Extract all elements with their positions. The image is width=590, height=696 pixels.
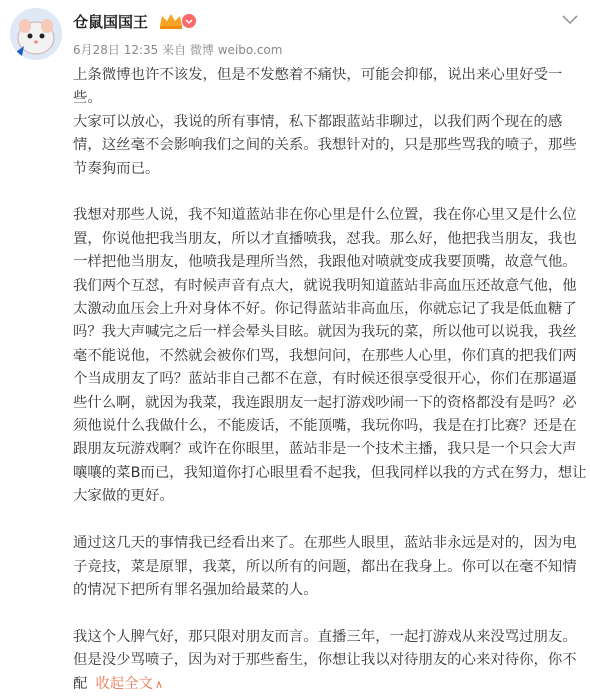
- post-paragraph-4: [73, 626, 577, 696]
- post-line: 些。: [73, 90, 102, 107]
- hamster-avatar-image: [10, 8, 62, 60]
- post-line: 上条微博也许不该发，但是不发憋着不痛快，可能会抑郁，说出来心里好受一: [73, 67, 563, 83]
- post-line: 吗？我大声喊完之后一样会晕头目眩。就因为我玩的菜，所以他可以说我，我丝: [73, 324, 577, 341]
- post-line-text: 配: [73, 675, 88, 692]
- post-body: [73, 64, 587, 696]
- post-line: 毫不能说他，不然就会被你们骂，我想问问，在那些人心里，你们真的把我们两: [73, 347, 577, 364]
- post-line: 个当成朋友了吗？蓝站非自己都不在意，有时候还很享受很开心，你们在那逼逼: [73, 371, 577, 388]
- post-line: 的情况下把所有罪名强加给最菜的人。: [73, 581, 318, 598]
- post-line: 我想对那些人说，我不知道蓝站非在你心里是什么位置，我在你心里又是什么位: [73, 207, 577, 224]
- post-line: 大家做的更好。: [73, 488, 174, 505]
- post-line: 大家可以放心，我说的所有事情，私下都跟蓝站非聊过，以我们两个现在的感: [73, 113, 563, 130]
- author-name[interactable]: 仓鼠国国王: [73, 12, 149, 31]
- post-paragraph-2: [73, 204, 587, 508]
- post-line: 置，你说他把我当朋友，所以才直播喷我，怼我。那么好，他把我当朋友，我也: [73, 230, 577, 247]
- post-line: 些什么啊，就因为我菜，我连跟朋友一起打游戏吵闹一下的资格都没有是吗？必: [73, 394, 577, 411]
- post-line: 一样把他当朋友，他喷我是理所当然，我跟他对喷就变成我要顶嘴，故意气他。: [73, 254, 577, 271]
- vip-crown-icon[interactable]: [158, 12, 198, 30]
- post-line: 跟朋友玩游戏啊？或许在你眼里，蓝站非是一个技术主播，我只是一个只会大声: [73, 441, 577, 458]
- post-line: 但是没少骂喷子，因为对于那些畜生，你想让我以对待朋友的心来对待你，你不: [73, 652, 577, 669]
- post-meta: 6月28日 12:35 来自 微博 weibo.com: [73, 43, 283, 57]
- post-last-line: [73, 673, 573, 696]
- post-line: 太激动血压会上升对身体不好。你记得蓝站非高血压，你就忘记了我是低血糖了: [73, 301, 577, 318]
- chevron-down-icon[interactable]: [560, 12, 580, 28]
- collapse-label[interactable]: 收起全文: [95, 675, 153, 692]
- post-line: 须他说什么我做什么，不能废话，不能顶嘴，我玩你吗，我是在打比赛？还是在: [73, 418, 577, 435]
- collapse-up-icon[interactable]: ∧: [154, 677, 164, 691]
- post-line: 嚷嚷的菜B而已，我知道你打心眼里看不起我，但我同样以我的方式在努力，想让: [73, 464, 587, 481]
- post-line: 通过这几天的事情我已经看出来了。在那些人眼里，蓝站非永远是对的，因为电: [73, 535, 577, 552]
- post-line: 情，这丝毫不会影响我们之间的关系。我想针对的，只是那些骂我的喷子，那些: [73, 137, 577, 154]
- author-header: [73, 8, 198, 34]
- post-line: 子竞技，菜是原罪，我菜，所以所有的问题，都出在我身上。你可以在毫不知情: [73, 558, 577, 575]
- author-avatar[interactable]: [10, 8, 62, 60]
- post-paragraph-3: [73, 532, 577, 602]
- post-paragraph-1: [73, 64, 577, 181]
- collapse-full-text-link[interactable]: [95, 676, 163, 692]
- post-line: 节奏狗而已。: [73, 160, 160, 177]
- post-line: 我这个人脾气好，那只限对朋友而言。直播三年，一起打游戏从来没骂过朋友。: [73, 628, 577, 645]
- post-line: 我们两个互怼，有时候声音有点大，就说我明知道蓝站非高血压还故意气他，他: [73, 277, 577, 294]
